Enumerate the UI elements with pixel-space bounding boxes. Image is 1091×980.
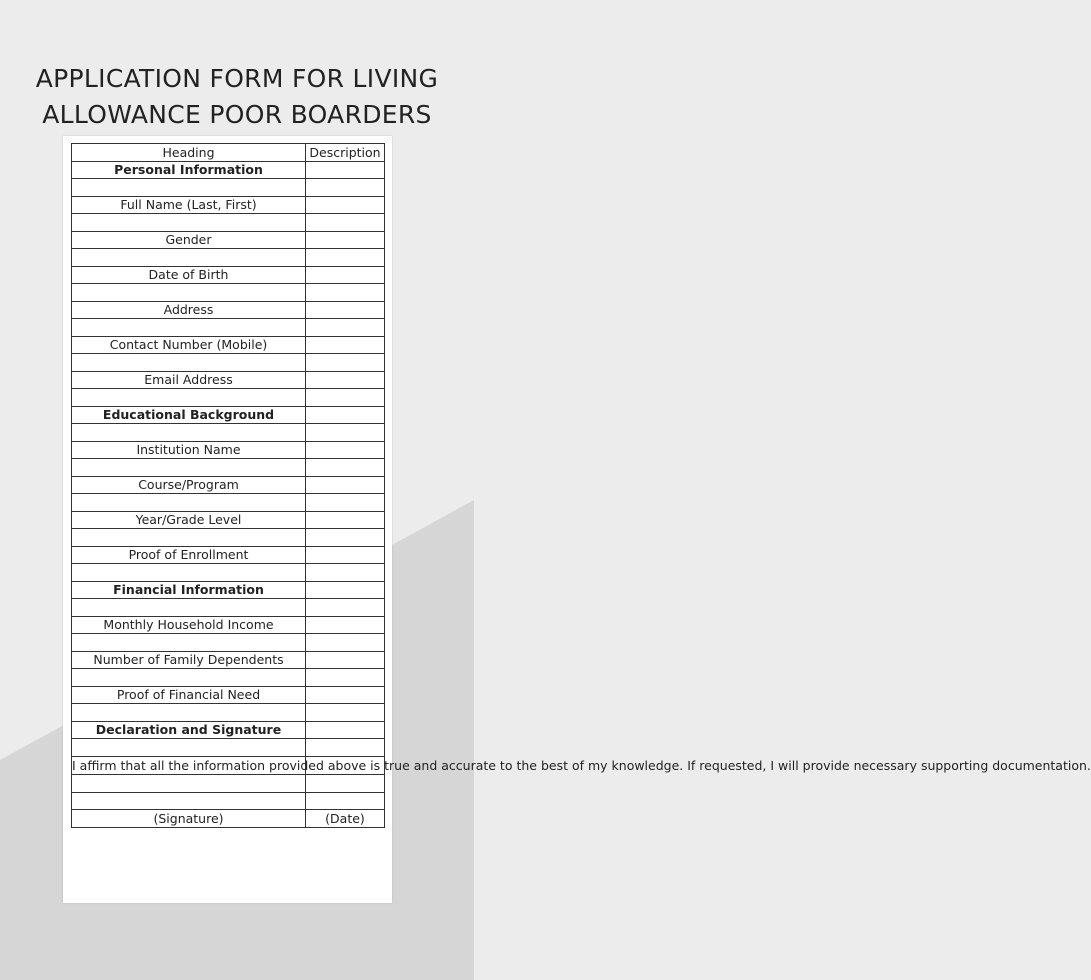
form-row-blank xyxy=(72,459,385,477)
field-label: Institution Name xyxy=(72,441,306,459)
header-heading: Heading xyxy=(72,144,306,162)
blank-cell xyxy=(72,529,306,547)
blank-cell xyxy=(72,599,306,617)
declaration-text: I affirm that all the information provided above is true and accurate to the best of my knowledge. If requested, I will provide necessary supporting documentation. xyxy=(72,757,1091,773)
form-row-blank xyxy=(72,284,385,302)
description-cell xyxy=(306,249,385,267)
form-row-course-program xyxy=(72,476,385,494)
blank-cell xyxy=(72,389,306,407)
form-row-blank xyxy=(72,319,385,337)
form-row-blank xyxy=(72,792,385,810)
description-cell xyxy=(306,529,385,547)
form-row-blank xyxy=(72,669,385,687)
application-form-table xyxy=(71,143,1091,828)
form-row-proof-of-enrollment xyxy=(72,546,385,564)
blank-cell xyxy=(72,354,306,372)
form-row-educational-background xyxy=(72,406,385,424)
field-label: Contact Number (Mobile) xyxy=(72,336,306,354)
form-row-blank xyxy=(72,389,385,407)
description-cell[interactable] xyxy=(306,441,385,459)
form-row-blank xyxy=(72,564,385,582)
blank-cell xyxy=(72,284,306,302)
description-cell xyxy=(306,669,385,687)
description-cell[interactable] xyxy=(306,336,385,354)
description-cell xyxy=(306,634,385,652)
description-cell xyxy=(306,494,385,512)
blank-cell xyxy=(72,775,306,793)
form-row-gender xyxy=(72,231,385,249)
field-label: Address xyxy=(72,301,306,319)
section-heading: Personal Information xyxy=(72,161,306,179)
description-cell xyxy=(306,214,385,232)
field-label: Year/Grade Level xyxy=(72,511,306,529)
blank-cell xyxy=(306,775,385,793)
description-cell[interactable] xyxy=(306,231,385,249)
description-cell[interactable] xyxy=(306,686,385,704)
description-cell xyxy=(306,319,385,337)
description-cell xyxy=(306,161,385,179)
description-cell[interactable] xyxy=(306,301,385,319)
description-cell[interactable] xyxy=(306,546,385,564)
description-cell xyxy=(306,564,385,582)
section-heading: Educational Background xyxy=(72,406,306,424)
blank-cell xyxy=(72,494,306,512)
form-row-blank xyxy=(72,599,385,617)
form-row-blank xyxy=(72,494,385,512)
description-cell xyxy=(306,581,385,599)
form-row-blank xyxy=(72,424,385,442)
form-row-blank xyxy=(72,775,385,793)
field-label: Proof of Enrollment xyxy=(72,546,306,564)
blank-cell xyxy=(72,459,306,477)
field-label: Monthly Household Income xyxy=(72,616,306,634)
form-row-blank xyxy=(72,179,385,197)
header-description: Description xyxy=(306,144,385,162)
form-table-body xyxy=(72,144,1091,828)
signature-label[interactable]: (Signature) xyxy=(72,810,306,828)
form-row-address xyxy=(72,301,385,319)
form-sheet xyxy=(63,136,1091,903)
form-row-blank xyxy=(72,529,385,547)
blank-cell xyxy=(72,704,306,722)
form-row-proof-of-financial-need xyxy=(72,686,385,704)
blank-cell xyxy=(72,214,306,232)
description-cell[interactable] xyxy=(306,371,385,389)
blank-cell xyxy=(72,319,306,337)
description-cell xyxy=(306,179,385,197)
form-row-institution-name xyxy=(72,441,385,459)
description-cell xyxy=(306,739,385,757)
form-row-contact-number-mobile xyxy=(72,336,385,354)
blank-cell xyxy=(72,792,306,810)
form-row-personal-information xyxy=(72,161,385,179)
description-cell xyxy=(306,406,385,424)
form-row-blank xyxy=(72,739,385,757)
section-heading: Financial Information xyxy=(72,581,306,599)
form-row-monthly-household-income xyxy=(72,616,385,634)
description-cell[interactable] xyxy=(306,616,385,634)
table-header-row xyxy=(72,144,385,162)
page-title-line-2: ALLOWANCE POOR BOARDERS xyxy=(42,99,432,129)
form-row-blank xyxy=(72,634,385,652)
blank-cell xyxy=(72,424,306,442)
blank-cell xyxy=(306,792,385,810)
blank-cell xyxy=(72,739,306,757)
description-cell xyxy=(306,704,385,722)
field-label: Email Address xyxy=(72,371,306,389)
form-row-date-of-birth xyxy=(72,266,385,284)
blank-cell xyxy=(72,179,306,197)
form-row-blank xyxy=(72,704,385,722)
description-cell[interactable] xyxy=(306,476,385,494)
date-label[interactable]: (Date) xyxy=(306,810,385,828)
field-label: Gender xyxy=(72,231,306,249)
page-title xyxy=(0,61,474,133)
blank-cell xyxy=(72,634,306,652)
description-cell xyxy=(306,389,385,407)
form-row-email-address xyxy=(72,371,385,389)
form-row-blank xyxy=(72,214,385,232)
blank-cell xyxy=(72,669,306,687)
field-label: Date of Birth xyxy=(72,266,306,284)
field-label: Number of Family Dependents xyxy=(72,651,306,669)
description-cell xyxy=(306,721,385,739)
field-label: Proof of Financial Need xyxy=(72,686,306,704)
description-cell[interactable] xyxy=(306,651,385,669)
declaration-row xyxy=(72,756,385,775)
signature-row xyxy=(72,810,385,828)
form-row-blank xyxy=(72,354,385,372)
description-cell xyxy=(306,459,385,477)
form-row-year-grade-level xyxy=(72,511,385,529)
page-title-line-1: APPLICATION FORM FOR LIVING xyxy=(35,63,439,93)
description-cell[interactable] xyxy=(306,511,385,529)
form-row-full-name-last-first xyxy=(72,196,385,214)
field-label: Course/Program xyxy=(72,476,306,494)
description-cell xyxy=(306,284,385,302)
form-row-number-of-family-dependents xyxy=(72,651,385,669)
form-row-blank xyxy=(72,249,385,267)
form-row-financial-information xyxy=(72,581,385,599)
description-cell xyxy=(306,424,385,442)
form-row-declaration-and-signature xyxy=(72,721,385,739)
description-cell[interactable] xyxy=(306,196,385,214)
description-cell xyxy=(306,354,385,372)
section-heading: Declaration and Signature xyxy=(72,721,306,739)
description-cell[interactable] xyxy=(306,266,385,284)
blank-cell xyxy=(72,564,306,582)
blank-cell xyxy=(72,249,306,267)
field-label: Full Name (Last, First) xyxy=(72,196,306,214)
description-cell xyxy=(306,599,385,617)
